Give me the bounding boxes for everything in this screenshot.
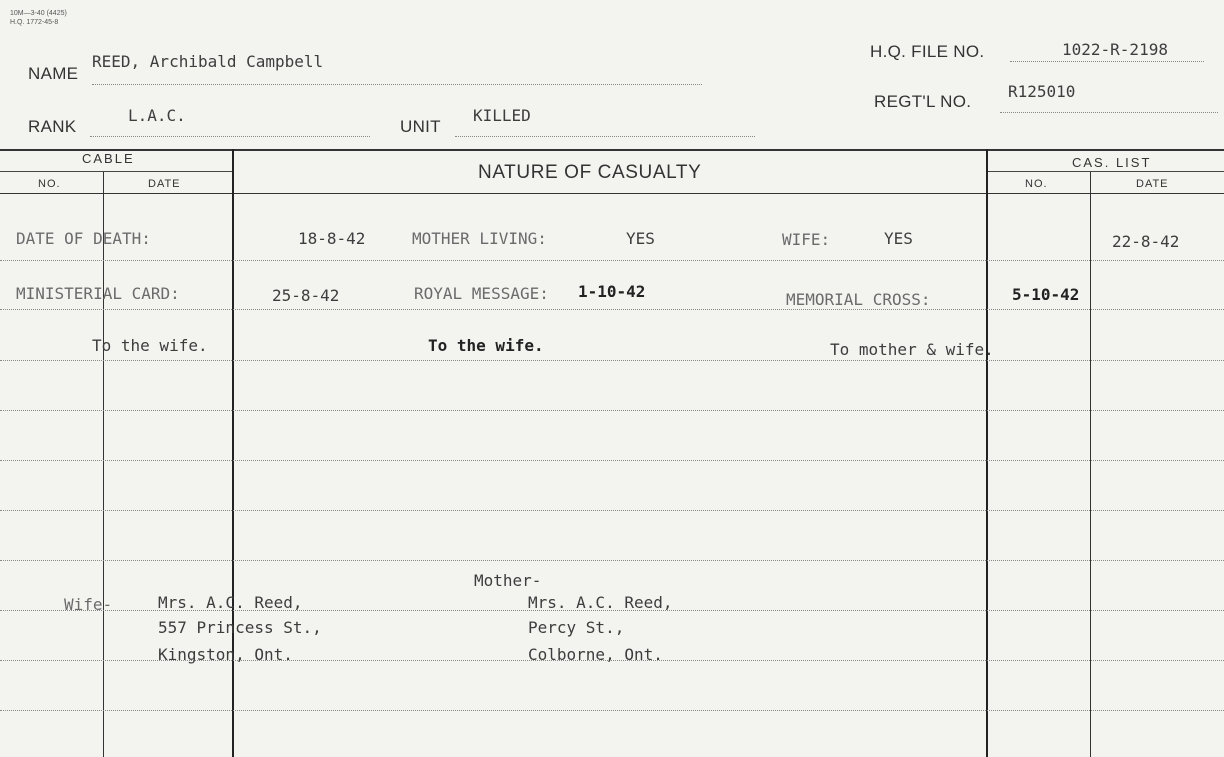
- mother-address-line-2: Percy St.,: [528, 618, 625, 637]
- mother-address-label: Mother-: [474, 571, 542, 590]
- row-rule: [0, 360, 1224, 361]
- unit-label: UNIT: [400, 117, 441, 136]
- rank-underline: [90, 136, 370, 137]
- memorial-cross-recipient: To mother & wife.: [830, 340, 994, 359]
- row-rule: [0, 560, 1224, 561]
- mother-address-line-3: Colborne, Ont.: [528, 645, 663, 664]
- regtl-no-underline: [1000, 112, 1218, 113]
- wife-address-line-3: Kingston, Ont.: [158, 645, 293, 664]
- date-of-death-label: DATE OF DEATH:: [16, 229, 151, 248]
- row-rule: [0, 410, 1224, 411]
- mother-living-value: YES: [626, 229, 655, 248]
- mother-address-line-1: Mrs. A.C. Reed,: [528, 593, 673, 612]
- ministerial-card-label: MINISTERIAL CARD:: [16, 284, 180, 303]
- table-top-rule: [0, 149, 1224, 151]
- mother-living-label: MOTHER LIVING:: [412, 229, 547, 248]
- unit-underline: [455, 136, 755, 137]
- cas-list-date-value: 22-8-42: [1112, 232, 1180, 251]
- regtl-no-value: R125010: [1008, 82, 1076, 101]
- regtl-no-label: REGT'L NO.: [874, 92, 972, 111]
- cable-header: CABLE: [82, 151, 135, 166]
- cable-date-header: DATE: [148, 178, 181, 190]
- cas-date-header: DATE: [1136, 178, 1169, 190]
- table-header-bottom-rule: [0, 193, 1224, 194]
- cable-right-divider: [232, 149, 234, 757]
- royal-message-value: 1-10-42: [578, 282, 646, 301]
- row-rule: [0, 260, 1224, 261]
- name-underline: [92, 84, 702, 85]
- hq-file-no-label: H.Q. FILE NO.: [870, 42, 985, 61]
- wife-value: YES: [884, 229, 913, 248]
- nature-of-casualty-header: NATURE OF CASUALTY: [478, 162, 702, 183]
- wife-address-label: Wife-: [64, 595, 113, 614]
- row-rule: [0, 309, 1224, 310]
- memorial-cross-value: 5-10-42: [1012, 285, 1080, 304]
- wife-label: WIFE:: [782, 230, 831, 249]
- date-of-death-value: 18-8-42: [298, 229, 366, 248]
- name-value: REED, Archibald Campbell: [92, 52, 324, 71]
- cas-no-header: NO.: [1025, 178, 1048, 190]
- rank-label: RANK: [28, 117, 77, 136]
- cable-sub-rule: [0, 171, 232, 172]
- ministerial-card-value: 25-8-42: [272, 286, 340, 305]
- cas-list-sub-rule: [988, 171, 1224, 172]
- row-rule: [0, 460, 1224, 461]
- cas-list-left-divider: [986, 149, 988, 757]
- hq-file-no-underline: [1010, 61, 1204, 62]
- wife-address-line-2: 557 Princess St.,: [158, 618, 322, 637]
- row-rule: [0, 710, 1224, 711]
- cable-no-header: NO.: [38, 178, 61, 190]
- memorial-cross-label: MEMORIAL CROSS:: [786, 290, 931, 309]
- royal-message-label: ROYAL MESSAGE:: [414, 284, 549, 303]
- form-code-line-2: H.Q. 1772-45-8: [10, 19, 59, 26]
- unit-value: KILLED: [473, 106, 531, 125]
- row-rule: [0, 510, 1224, 511]
- name-label: NAME: [28, 64, 79, 83]
- rank-value: L.A.C.: [128, 106, 186, 125]
- cas-list-header: CAS. LIST: [1072, 155, 1152, 170]
- wife-address-line-1: Mrs. A.C. Reed,: [158, 593, 303, 612]
- form-code-line-1: 10M—3-40 (4425): [10, 10, 67, 17]
- hq-file-no-value: 1022-R-2198: [1062, 40, 1168, 59]
- royal-message-recipient: To the wife.: [428, 336, 544, 355]
- ministerial-card-recipient: To the wife.: [92, 336, 208, 355]
